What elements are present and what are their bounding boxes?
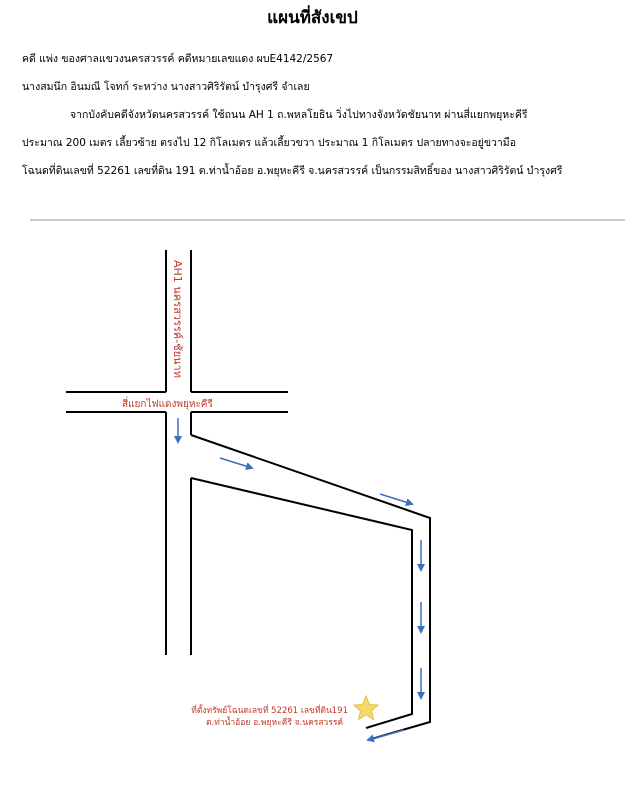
sketch-map xyxy=(0,230,625,800)
intersection-label: สี่แยกไฟแดงพยุหะคีรี xyxy=(122,399,213,410)
directions-line-3: โฉนดที่ดินเลขที่ 52261 เลขที่ดิน 191 ต.ท่าน้ำอ้อย อ.พยุหะคีรี จ.นครสวรรค์ เป็นกรรมสิทธิ์ของ นางสาวศิริรัตน์ บำรุงศรี xyxy=(22,165,563,177)
star-icon xyxy=(354,696,378,720)
parties-line: นางสมนึก อินมณี โจทก์ ระหว่าง นางสาวศิริรัตน์ บำรุงศรี จำเลย xyxy=(22,81,310,93)
destination-label-line2: ต.ท่าน้ำอ้อย อ.พยุหะคีรี จ.นครสวรรค์ xyxy=(206,718,344,728)
case-number-line: คดี แพ่ง ของศาลแขวงนครสวรรค์ คดีหมายเลขแดง ผบE4142/2567 xyxy=(22,53,334,65)
branch-road xyxy=(191,435,430,740)
route-arrow xyxy=(220,458,252,468)
page-title: แผนที่สังเขป xyxy=(267,8,358,28)
divider xyxy=(30,219,625,221)
destination-label-line1: ที่ตั้งทรัพย์โฉนดเลขที่ 52261 เลขที่ดิน191 xyxy=(191,706,348,716)
directions-line-1: จากบังคับคดีจังหวัดนครสวรรค์ ใช้ถนน AH 1 ถ.พหลโยธิน วิ่งไปทางจังหวัดชัยนาท ผ่านสี่แยกพยุหะคีรี xyxy=(70,109,528,121)
route-arrows xyxy=(178,418,421,740)
road-label: AH1 นครสวรรค์-ชัยนาท xyxy=(171,260,184,378)
route-arrow xyxy=(368,730,404,740)
directions-line-2: ประมาณ 200 เมตร เลี้ยวซ้าย ตรงไป 12 กิโลเมตร แล้วเลี้ยวขวา ประมาณ 1 กิโลเมตร ปลายทางจะอยู่ขวามือ xyxy=(22,137,517,149)
